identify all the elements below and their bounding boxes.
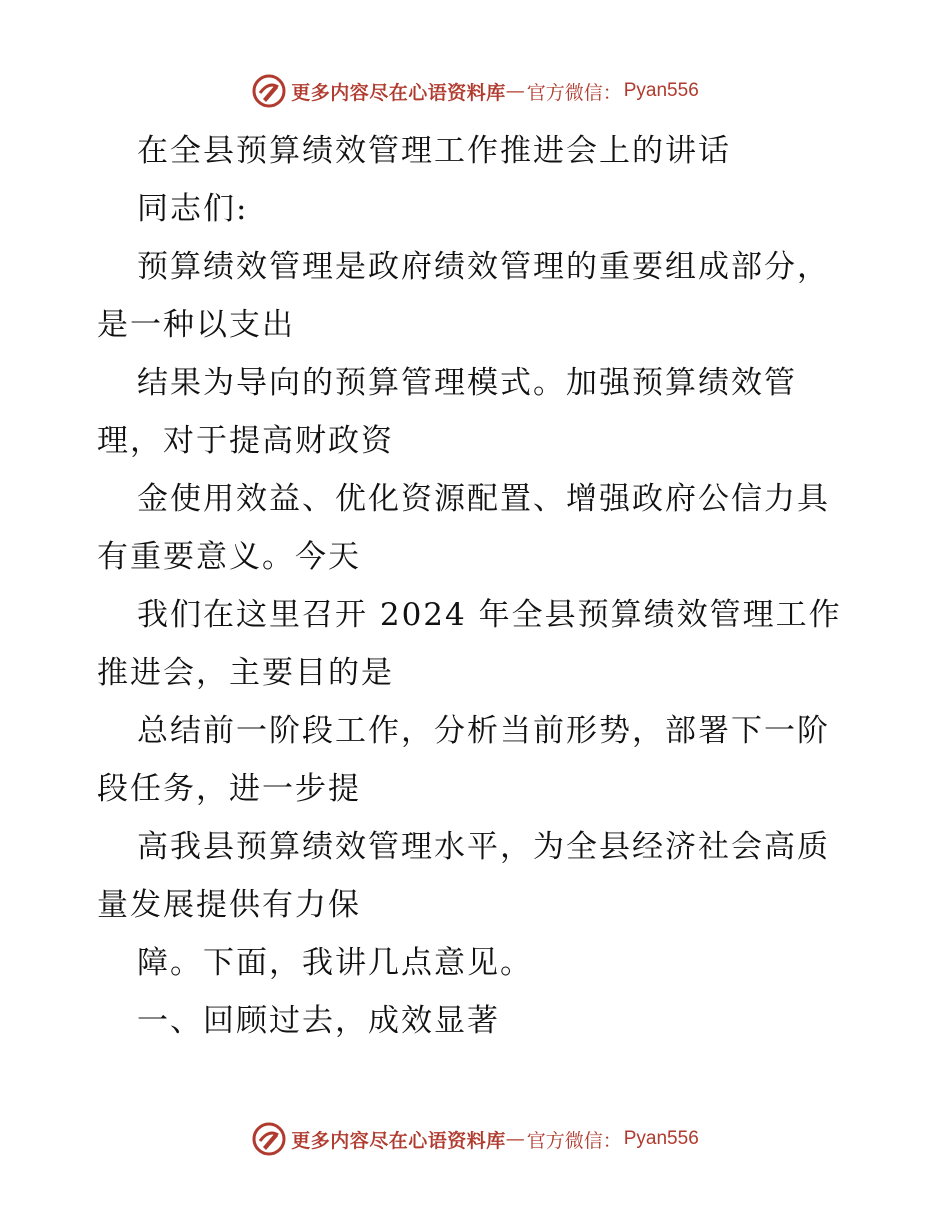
text-line: 障。下面，我讲几点意见。 — [137, 945, 533, 981]
text-line: 段任务，进一步提 — [97, 771, 361, 807]
text-line: 高我县预算绩效管理水平，为全县经济社会高质 — [137, 829, 830, 865]
document-title: 在全县预算绩效管理工作推进会上的讲话 — [137, 133, 731, 169]
document-body — [97, 122, 857, 1050]
text-line: 推进会，主要目的是 — [97, 655, 394, 691]
watermark-wechat-id: Pyan556 — [623, 80, 699, 101]
text-line: 理，对于提高财政资 — [97, 423, 394, 459]
text-line: 同志们: — [137, 191, 249, 227]
text-line: 一、回顾过去，成效显著 — [137, 1003, 500, 1039]
text-line: 有重要意义。今天 — [97, 539, 361, 575]
text-line: 金使用效益、优化资源配置、增强政府公信力具 — [137, 481, 830, 517]
text-line: 是一种以支出 — [97, 307, 295, 343]
footer-watermark — [0, 1119, 950, 1159]
watermark-brand: 更多内容尽在心语资料库 — [291, 1129, 506, 1152]
watermark-wechat-label: 官方微信： — [526, 1129, 622, 1152]
watermark-wechat-id: Pyan556 — [623, 1128, 699, 1149]
text-line: 我们在这里召开 2024 年全县预算绩效管理工作 — [137, 597, 842, 633]
watermark-dash: — — [505, 80, 525, 102]
text-line: 预算绩效管理是政府绩效管理的重要组成部分， — [137, 249, 830, 285]
text-line: 量发展提供有力保 — [97, 887, 361, 923]
text-line: 总结前一阶段工作，分析当前形势，部署下一阶 — [137, 713, 830, 749]
logo-icon — [251, 1121, 287, 1157]
watermark-brand: 更多内容尽在心语资料库 — [291, 81, 506, 104]
watermark-dash: — — [505, 1128, 525, 1150]
header-watermark — [0, 71, 950, 111]
text-line: 结果为导向的预算管理模式。加强预算绩效管 — [137, 365, 797, 401]
logo-icon — [251, 73, 287, 109]
watermark-wechat-label: 官方微信： — [526, 81, 622, 104]
